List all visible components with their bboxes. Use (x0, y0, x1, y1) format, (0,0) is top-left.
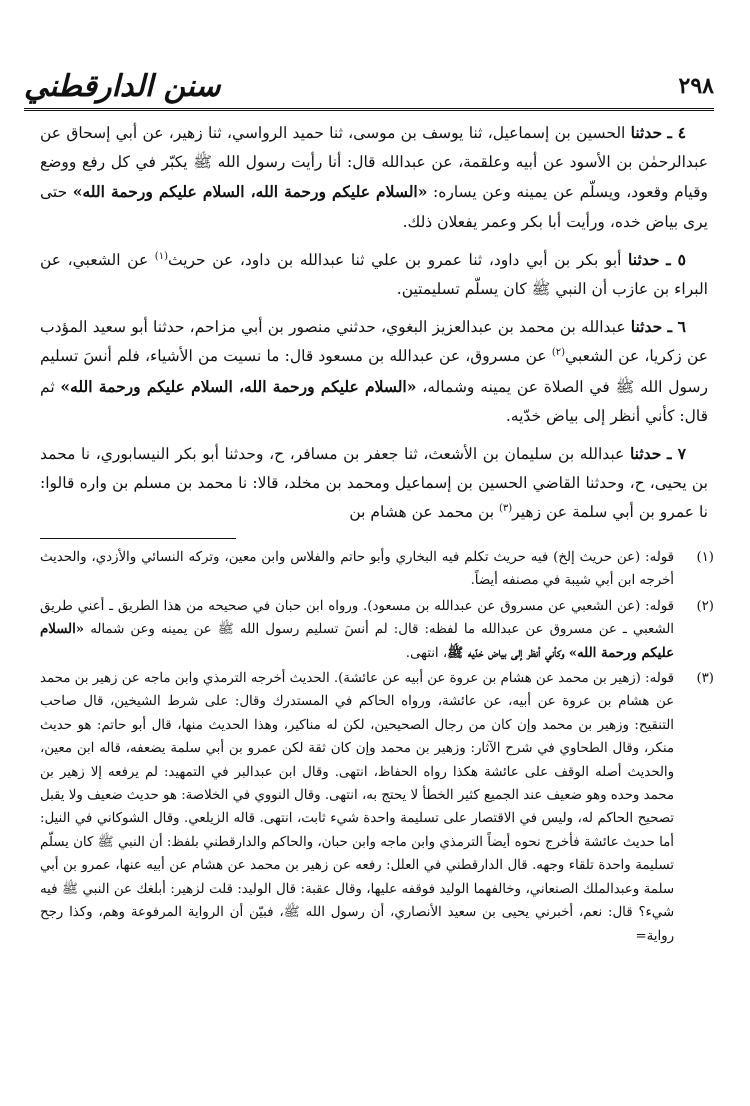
footnote-text (40, 546, 674, 593)
text-run: «السلام عليكم ورحمة الله» (40, 622, 674, 661)
text-run: أبو بكر بن أبي داود، ثنا عمرو بن علي ثنا عبدالله بن داود، عن حريث (167, 250, 629, 269)
hadith-paragraph (40, 439, 708, 528)
text-run: عبدالله بن محمد بن عبدالعزيز البغوي، حدثني منصور بن أبي مزاحم، حدثنا أبو سعيد المؤدب عن زكريا، عن الشعبي (40, 318, 708, 366)
text-run: حدثنا (629, 444, 662, 464)
footnote-text (40, 667, 674, 948)
text-run: ، انتهى. (405, 645, 448, 661)
hadith-number: ٧ ـ (667, 444, 687, 464)
text-run: وكأني أنظر إلى بياض خدّيه ﷺ (447, 645, 565, 661)
text-run: حدثنا (630, 317, 663, 337)
footnotes (40, 546, 714, 950)
text-run: قوله: (عن حريث إلخ) فيه حريث تكلم فيه البخاري وأبو حاتم والفلاس وابن معين، وتركه النسائي والأزدي، والحديث أخرجه ابن أبي شيبة في مصنفه أيضاً. (40, 550, 674, 589)
book-title: سنن الدارقطني (24, 68, 221, 104)
hadith-number: ٤ ـ (667, 123, 687, 142)
text-run: ثم قال: كأني أنظر إلى بياض خدّيه. (40, 377, 708, 425)
text-run: حتى يرى بياض خده، ورأيت أبا بكر وعمر يفعلان ذلك. (40, 183, 708, 231)
footnote-number: (١) (696, 550, 714, 565)
text-run: حدثنا (630, 123, 663, 142)
page-header (24, 66, 714, 106)
hadith-paragraph (40, 245, 708, 304)
footnote-separator (40, 538, 236, 539)
hadith-paragraph (40, 312, 708, 431)
text-run: حدثنا (628, 249, 660, 269)
footnote-number: (٣) (696, 671, 714, 687)
page-number: ٢٩٨ (678, 73, 714, 99)
text-run: «السلام عليكم ورحمة الله، السلام عليكم ورحمة الله» (72, 182, 428, 202)
footnote-reference: (١) (154, 250, 168, 262)
text-run: عن الشعبي، عن البراء بن عازب أن النبي ﷺ كان يسلّم تسليمتين. (40, 250, 708, 299)
text-run: الحسين بن إسماعيل، ثنا يوسف بن موسى، ثنا حميد الرواسي، ثنا زهير، عن أبي إسحاق عن عبدالرحمٰن بن الأسود عن أبيه وعلقمة، عن عبدالله قال: أنا رأيت رسول الله ﷺ يكبّر في كل رفع ووضع وقيام وقعود، ويسلّم عن يمينه وعن يساره: (40, 124, 709, 202)
text-run: عبدالله بن سليمان بن الأشعث، ثنا جعفر بن مسافر، ح، وحدثنا أبو بكر النيسابوري، نا محمد بن يحيى، ح، وحدثنا القاضي الحسين بن إسماعيل ومحمد بن مخلد، قالا: نا محمد بن مسلم بن واره قالوا: نا عمرو بن أبي سلمة عن زهير (40, 445, 708, 522)
text-run: بن محمد عن هشام بن (349, 503, 499, 522)
footnote-number: (٢) (696, 598, 714, 614)
text-run: عن مسروق، عن عبدالله بن مسعود قال: ما نسيت من الأشياء، فلم أنسَ تسليم رسول الله ﷺ في الصلاة عن يمينه وشماله، (40, 347, 708, 396)
text-run: «السلام عليكم ورحمة الله، السلام عليكم ورحمة الله» (60, 376, 417, 396)
text-run: قوله: (عن الشعبي عن مسروق عن عبدالله بن مسعود). ورواه ابن حبان في صحيحه من هذا الطريق ـ أعني طريق الشعبي ـ عن مسروق عن عبدالله ما لفظه: قال: لم أنسَ تسليم رسول الله ﷺ عن يمينه وعن شماله (40, 598, 674, 638)
hadith-number: ٦ ـ (667, 317, 686, 337)
main-text (40, 118, 708, 536)
footnote (40, 595, 714, 665)
footnote-text (40, 595, 674, 665)
text-run: قوله: (زهير بن محمد عن هشام بن عروة عن أبيه عن عائشة). الحديث أخرجه الترمذي وابن ماجه عن زهير بن محمد عن هشام بن عروة عن أبيه، عن عائشة، ورواه الحاكم في المستدرك وقال: على شرط الشيخين، قال صاحب التنقيح: وزهير بن محمد وإن كان من رجال الصحيحين، لكن له مناكير، وهذا الحديث منها، قال أبو حاتم: هو حديث منكر، وقال الطحاوي في شرح الآثار: وزهير بن محمد وإن كان ثقة لكن عمرو بن أبي سلمة يضعفه، قاله ابن معين، والحديث أصله الوقف على عائشة هكذا رواه الحفاظ، انتهى. وقال ابن عبدالبر في التمهيد: لم يرفعه إلا زهير بن محمد وحده وهو ضعيف عند الجميع كثير الخطأ لا يحتج به، انتهى. وقال النووي في الخلاصة: هو حديث ضعيف ولا يقبل تصحيح الحاكم له، وليس في الاقتصار على تسليمة واحدة شيء ثابت، انتهى. قاله الزيلعي. وقال الشوكاني في النيل: أما حديث عائشة فأخرج نحوه أيضاً الترمذي وابن ماجه وابن حبان، والحاكم والدارقطني بلفظ: أن النبي ﷺ كان يسلّم تسليمة واحدة تلقاء وجهه. قال الدارقطني في العلل: رفعه عن زهير بن محمد عن هشام عن أبيه عنها، عمرو بن أبي سلمة وعبدالملك الصنعاني، وخالفهما الوليد فوقفه عليها، وقال عقبة: قال الوليد: قلت لزهير: أبلغك عن النبي ﷺ فيه شيء؟ قال: نعم، أخبرني يحيى بن سعيد الأنصاري، أن رسول الله ﷺ، فبيّن أن الرواية المرفوعة وهم، وكذا رجح رواية= (40, 671, 674, 944)
footnote-reference: (٢) (551, 347, 566, 359)
header-rule (24, 108, 714, 111)
footnote-reference: (٣) (498, 503, 513, 515)
hadith-paragraph (40, 118, 708, 237)
footnote (40, 667, 714, 948)
footnote (40, 546, 714, 593)
hadith-number: ٥ ـ (666, 249, 686, 269)
